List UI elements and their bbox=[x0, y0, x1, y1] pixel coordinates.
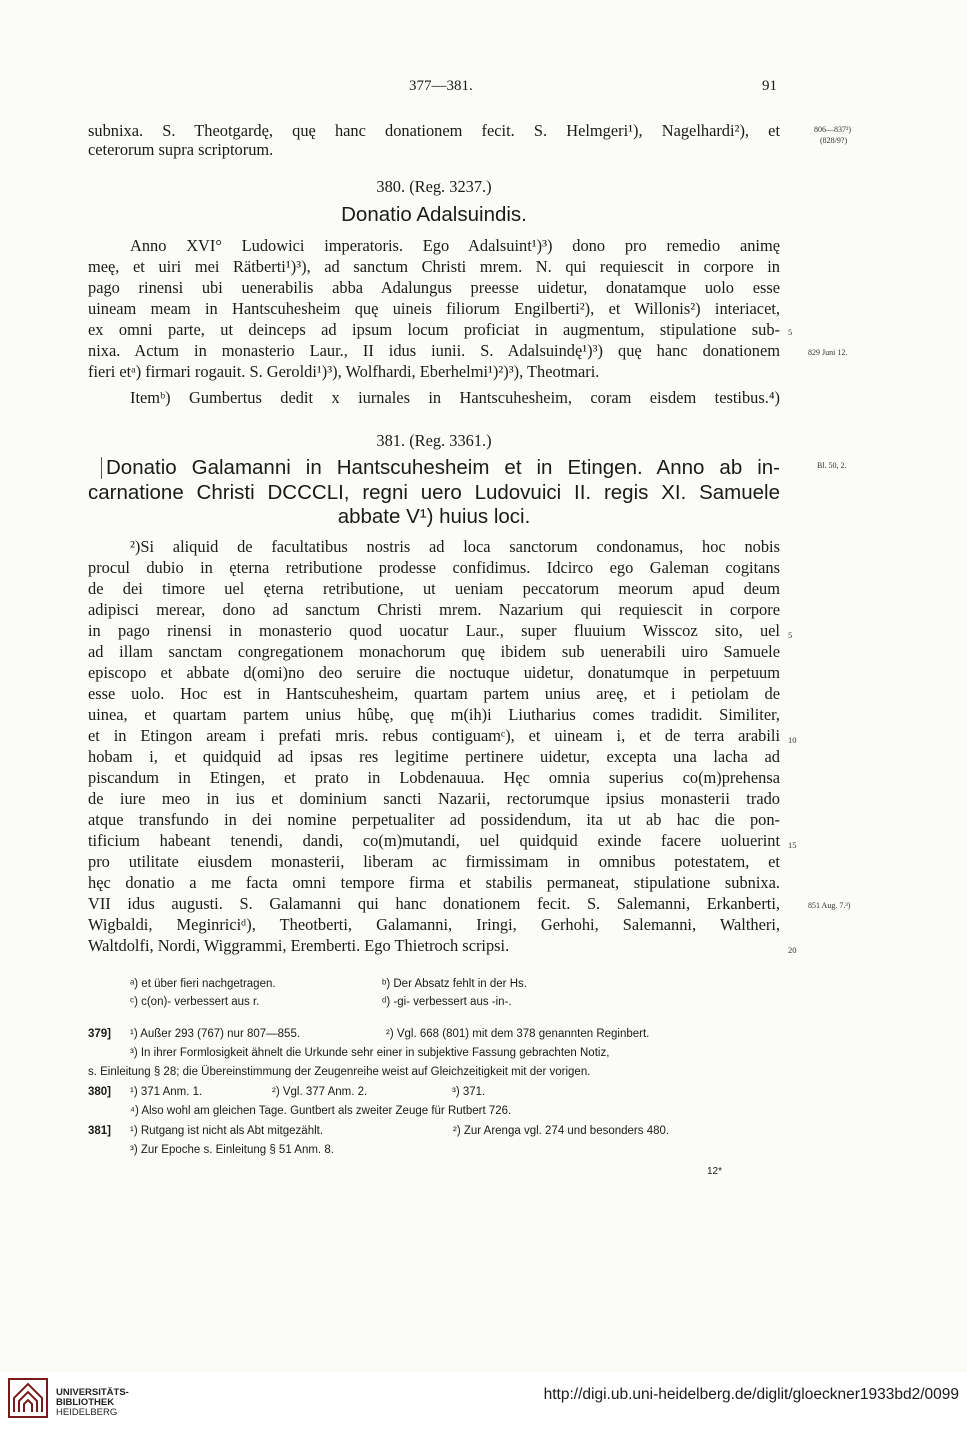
footnote: ¹) 371 Anm. 1. bbox=[130, 1086, 203, 1098]
text-line: ad illam sanctam congregationem monachorum quę ibidem sub uenerabili uiro Samuele bbox=[88, 642, 780, 661]
note-ref: 381] bbox=[88, 1125, 112, 1137]
line-number: 20 bbox=[788, 945, 797, 955]
line-number: 15 bbox=[788, 840, 797, 850]
text-line: hobam i, et quidquid ad ipsas res legitime pertinere uidetur, excepta una lacha ad bbox=[88, 747, 780, 766]
footnote: ²) Zur Arenga vgl. 274 und besonders 480. bbox=[453, 1125, 670, 1137]
margin-date: 806—837³) bbox=[814, 125, 852, 134]
charter-number: 380. (Reg. 3237.) bbox=[376, 177, 492, 196]
permalink-url[interactable]: http://digi.ub.uni-heidelberg.de/diglit/gloeckner1933bd2/0099 bbox=[543, 1386, 959, 1403]
charter-title: Donatio Adalsuindis. bbox=[341, 203, 527, 226]
margin-mark bbox=[101, 457, 102, 479]
text-line: esse uolo. Hoc est in Hantscuhesheim, quartam partem unius areę, et i petiolam de bbox=[88, 684, 780, 703]
viewer-footer bbox=[0, 1372, 967, 1444]
charter-title: abbate V¹) huius loci. bbox=[337, 505, 531, 528]
text-line: Wigbaldi, Meginriciᵈ), Theotberti, Galamanni, Iringi, Gerhohi, Salemanni, Waltheri, bbox=[88, 915, 780, 934]
footnote: ᵇ) Der Absatz fehlt in der Hs. bbox=[382, 978, 527, 990]
charter-number: 381. (Reg. 3361.) bbox=[376, 431, 492, 450]
text-line: ex omni parte, ut deinceps ad ipsum locum proficiat in augmentum, stipulatione sub- bbox=[88, 320, 780, 339]
text-line: Waltdolfi, Nordi, Wiggrammi, Eremberti. Ego Thietroch scripsi. bbox=[88, 936, 510, 955]
text-line: atque transfundo in dei nomine perpetualiter ad possidendum, ita ut ab hac die pon- bbox=[88, 810, 780, 829]
charter-title: carnatione Christi DCCCLI, regni uero Ludovuici II. regis XI. Samuele bbox=[88, 481, 780, 504]
footnote: ᵈ) -gi- verbessert aus -in-. bbox=[382, 996, 512, 1008]
footnote: ³) In ihrer Formlosigkeit ähnelt die Urkunde sehr einer in subjektive Fassung gebrachten Notiz, bbox=[130, 1047, 610, 1059]
margin-date: 829 Juni 12. bbox=[808, 348, 848, 357]
text-line: procul dubio in ęterna retributione prodesse confidimus. Idcirco ego Galeman cogitans bbox=[88, 558, 780, 577]
footnote: ¹) Rutgang ist nicht als Abt mitgezählt. bbox=[130, 1125, 324, 1137]
line-number: 5 bbox=[788, 630, 793, 640]
text-line: adipisci merear, dono ad sanctum Christi mrem. Nazarium qui requiescit in corpore bbox=[88, 600, 780, 619]
text-line: de iure meo in ius et dominium sancti Nazarii, rectorumque ipsius monasterii trado bbox=[88, 789, 780, 808]
footnote: ²) Vgl. 377 Anm. 2. bbox=[272, 1086, 368, 1098]
margin-folio: Bl. 50, 2. bbox=[817, 461, 847, 470]
text-line: de dei timore uel ęterna retributione, ut ueniam peccatorum meorum apud deum bbox=[88, 579, 780, 598]
text-line: subnixa. S. Theotgardę, quę hanc donationem fecit. S. Helmgeri¹), Nagelhardi²), et bbox=[88, 121, 780, 140]
footnote: ᵃ) et über fieri nachgetragen. bbox=[130, 978, 276, 990]
text-line: fieri etᵃ) firmari rogauit. S. Geroldi¹)³), Wolfhardi, Eberhelmi¹)²)³), Theotmari. bbox=[88, 362, 600, 381]
text-line: VII idus augusti. S. Galamanni qui hanc donationem fecit. S. Salemanni, Erkanberti, bbox=[88, 894, 780, 913]
text-line: uineam meam in Hantscuhesheim quę uineis filiorum Engilberti²), et Willonis²) interiacet, bbox=[88, 299, 780, 318]
running-header-pages: 377—381. bbox=[409, 78, 473, 94]
text-line: pro utilitate eiusdem monasterii, liberam ac firmissimam in omnibus potestatem, et bbox=[88, 852, 780, 871]
footnote: s. Einleitung § 28; die Übereinstimmung der Zeugenreihe weist auf Gleichzeitigkeit mit der vorigen. bbox=[88, 1066, 591, 1078]
text-line: Itemᵇ) Gumbertus dedit x iurnales in Hantscuhesheim, coram eisdem testibus.⁴) bbox=[130, 388, 780, 407]
text-line: in pago rinensi in monasterio quod uocatur Laur., super fluuium Wisscoz sito, uel bbox=[88, 621, 780, 640]
text-line: pago rinensi ubi uenerabilis abba Adalungus preesse uidetur, donatamque uolo esse bbox=[88, 278, 780, 297]
footnote: ²) Vgl. 668 (801) mit dem 378 genannten Reginbert. bbox=[386, 1028, 650, 1040]
margin-date: 851 Aug. 7.³) bbox=[808, 901, 851, 910]
text-line: et in Etingon aream i prefati mris. rebus contiguamᶜ), et uineam i, et de terra arabili bbox=[88, 726, 780, 745]
text-line: piscandum in Etingen, et prato in Lobdenauua. Hęc omnia superius co(m)prehensa bbox=[88, 768, 780, 787]
text-line: uinea, et quartam partem unius hûbę, quę m(ih)i Liutharius comes tradidit. Similiter, bbox=[88, 705, 780, 724]
text-line: tificium habeant tenendi, dandi, co(m)mutandi, uel quidquid exinde facere uoluerint bbox=[88, 831, 780, 850]
text-line: episcopo et abbate d(omi)no deo seruire die noctuque uidetur, donatumque in perpetuum bbox=[88, 663, 780, 682]
logo-line: HEIDELBERG bbox=[56, 1407, 118, 1418]
text-line: meę, et uiri mei Rätberti¹)³), ad sanctum Christi mrem. N. qui requiescit in corpore in bbox=[88, 257, 780, 276]
footnote: ³) 371. bbox=[452, 1086, 486, 1098]
page-number: 91 bbox=[762, 78, 777, 94]
note-ref: 380] bbox=[88, 1086, 112, 1098]
line-number: 10 bbox=[788, 735, 797, 745]
footnote: ⁴) Also wohl am gleichen Tage. Guntbert als zweiter Zeuge für Rutbert 726. bbox=[130, 1105, 512, 1117]
line-number: 5 bbox=[788, 327, 793, 337]
text-line: hęc donatio a me facta omni tempore firma et stabilis permaneat, stipulatione subnixa. bbox=[88, 873, 780, 892]
text-line: nixa. Actum in monasterio Laur., II idus iunii. S. Adalsuindę¹)³) quę hanc donationem bbox=[88, 341, 780, 360]
text-line: ceterorum supra scriptorum. bbox=[88, 140, 274, 159]
library-logo-text bbox=[56, 1388, 129, 1418]
signature-mark: 12* bbox=[707, 1166, 723, 1177]
library-logo-icon bbox=[8, 1378, 48, 1418]
footnote: ¹) Außer 293 (767) nur 807—855. bbox=[130, 1028, 301, 1040]
logo-line: BIBLIOTHEK bbox=[56, 1397, 115, 1408]
margin-date: (828/9?) bbox=[820, 136, 848, 145]
footnote: ³) Zur Epoche s. Einleitung § 51 Anm. 8. bbox=[130, 1144, 334, 1156]
text-line: Anno XVI° Ludowici imperatoris. Ego Adalsuint¹)³) dono pro remedio animę bbox=[130, 236, 780, 255]
logo-line: UNIVERSITÄTS- bbox=[56, 1387, 129, 1398]
charter-title: Donatio Galamanni in Hantscuhesheim et in Etingen. Anno ab in- bbox=[106, 456, 780, 479]
footnote: ᶜ) c(on)- verbessert aus r. bbox=[130, 996, 260, 1008]
text-line: ²)Si aliquid de facultatibus nostris ad loca sanctorum condonamus, hoc nobis bbox=[130, 537, 780, 556]
note-ref: 379] bbox=[88, 1028, 112, 1040]
